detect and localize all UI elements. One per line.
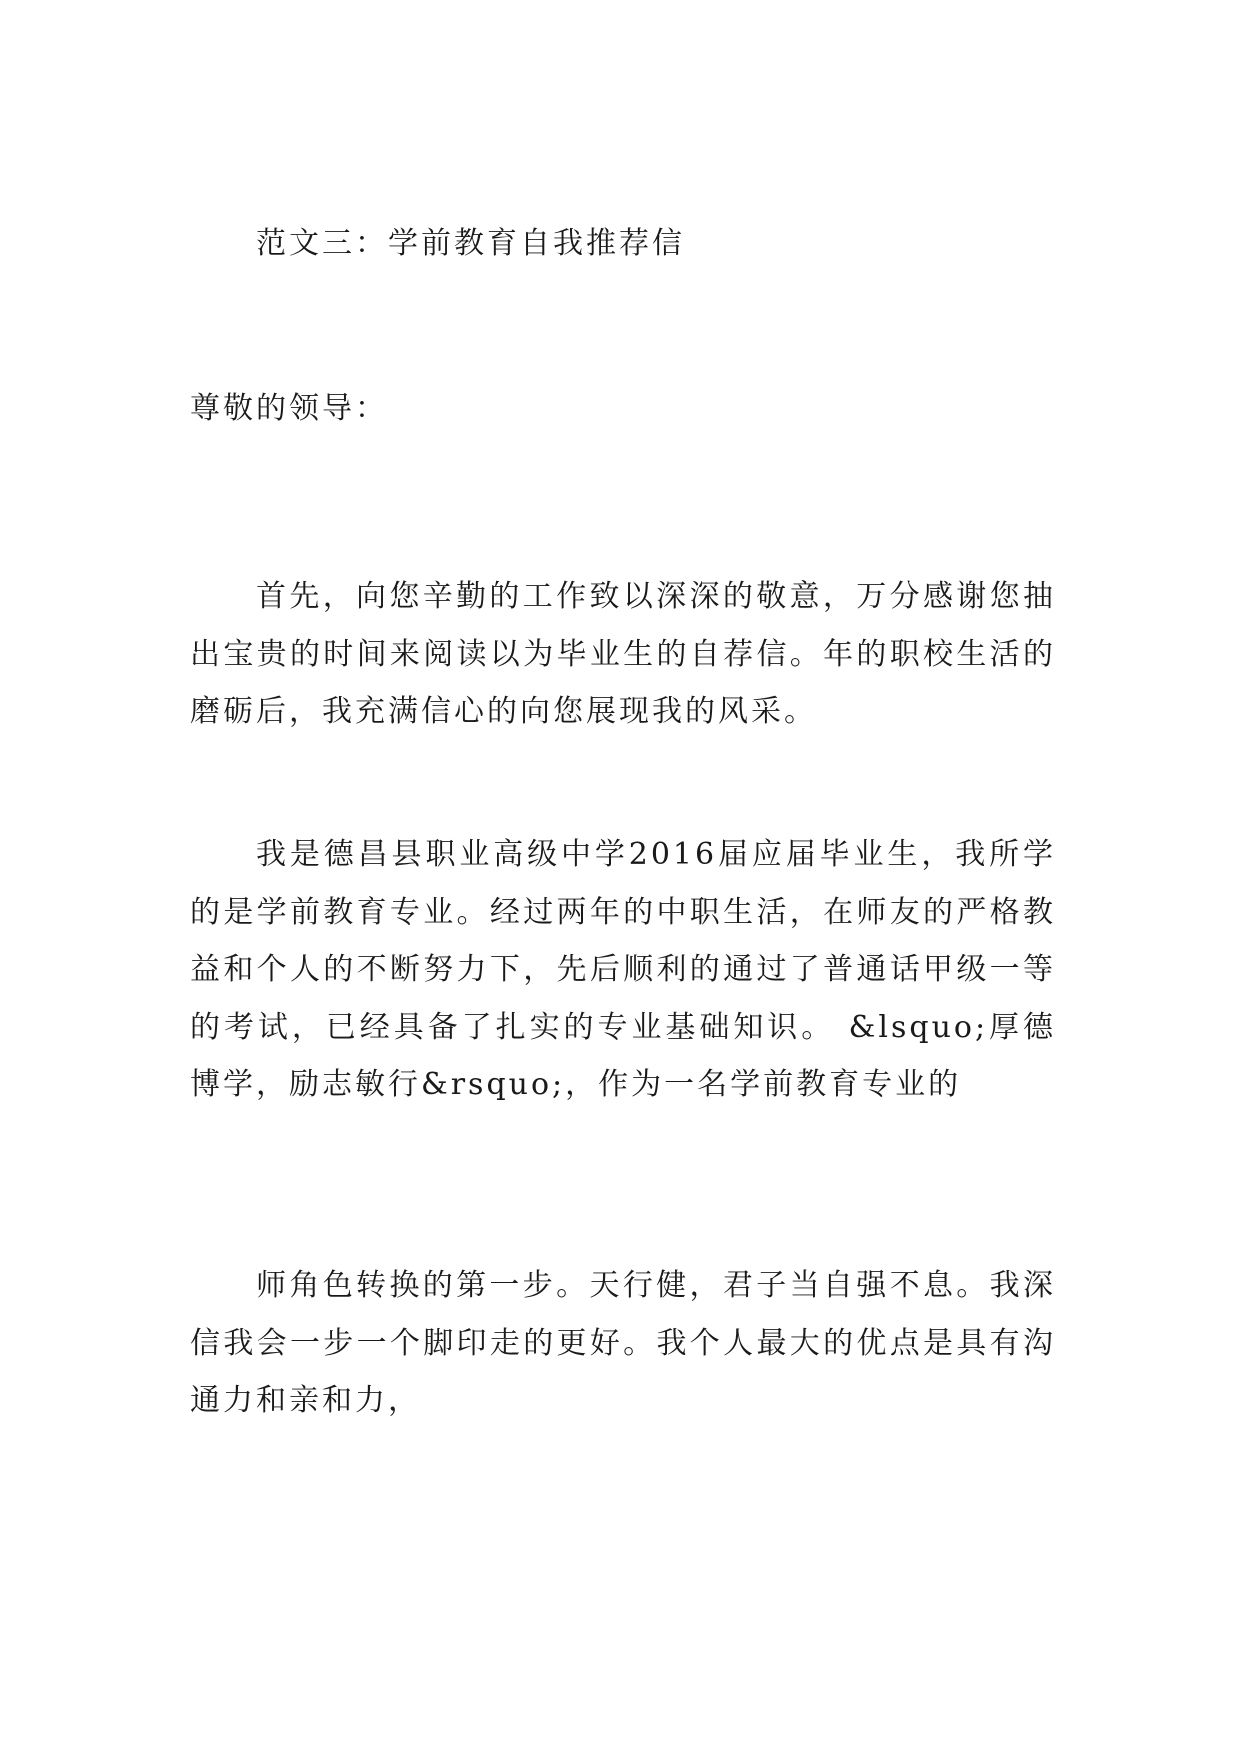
paragraph-3: 师角色转换的第一步。天行健，君子当自强不息。我深信我会一步一个脚印走的更好。我个人最大的优点是具有沟通力和亲和力， (190, 1268, 1056, 1418)
salutation: 尊敬的领导： (190, 391, 388, 426)
document-title: 范文三：学前教育自我推荐信 (256, 226, 685, 261)
paragraph-2: 我是德昌县职业高级中学2016届应届毕业生，我所学的是学前教育专业。经过两年的中职生活，在师友的严格教益和个人的不断努力下，先后顺利的通过了普通话甲级一等的考试，已经具备了扎实的专业基础知识。 &lsquo;厚德博学，励志敏行&rsquo;，作为一名学前教育专业的 (190, 837, 1056, 1102)
paragraph-1: 首先，向您辛勤的工作致以深深的敬意，万分感谢您抽出宝贵的时间来阅读以为毕业生的自荐信。年的职校生活的磨砺后，我充满信心的向您展现我的风采。 (190, 579, 1056, 729)
